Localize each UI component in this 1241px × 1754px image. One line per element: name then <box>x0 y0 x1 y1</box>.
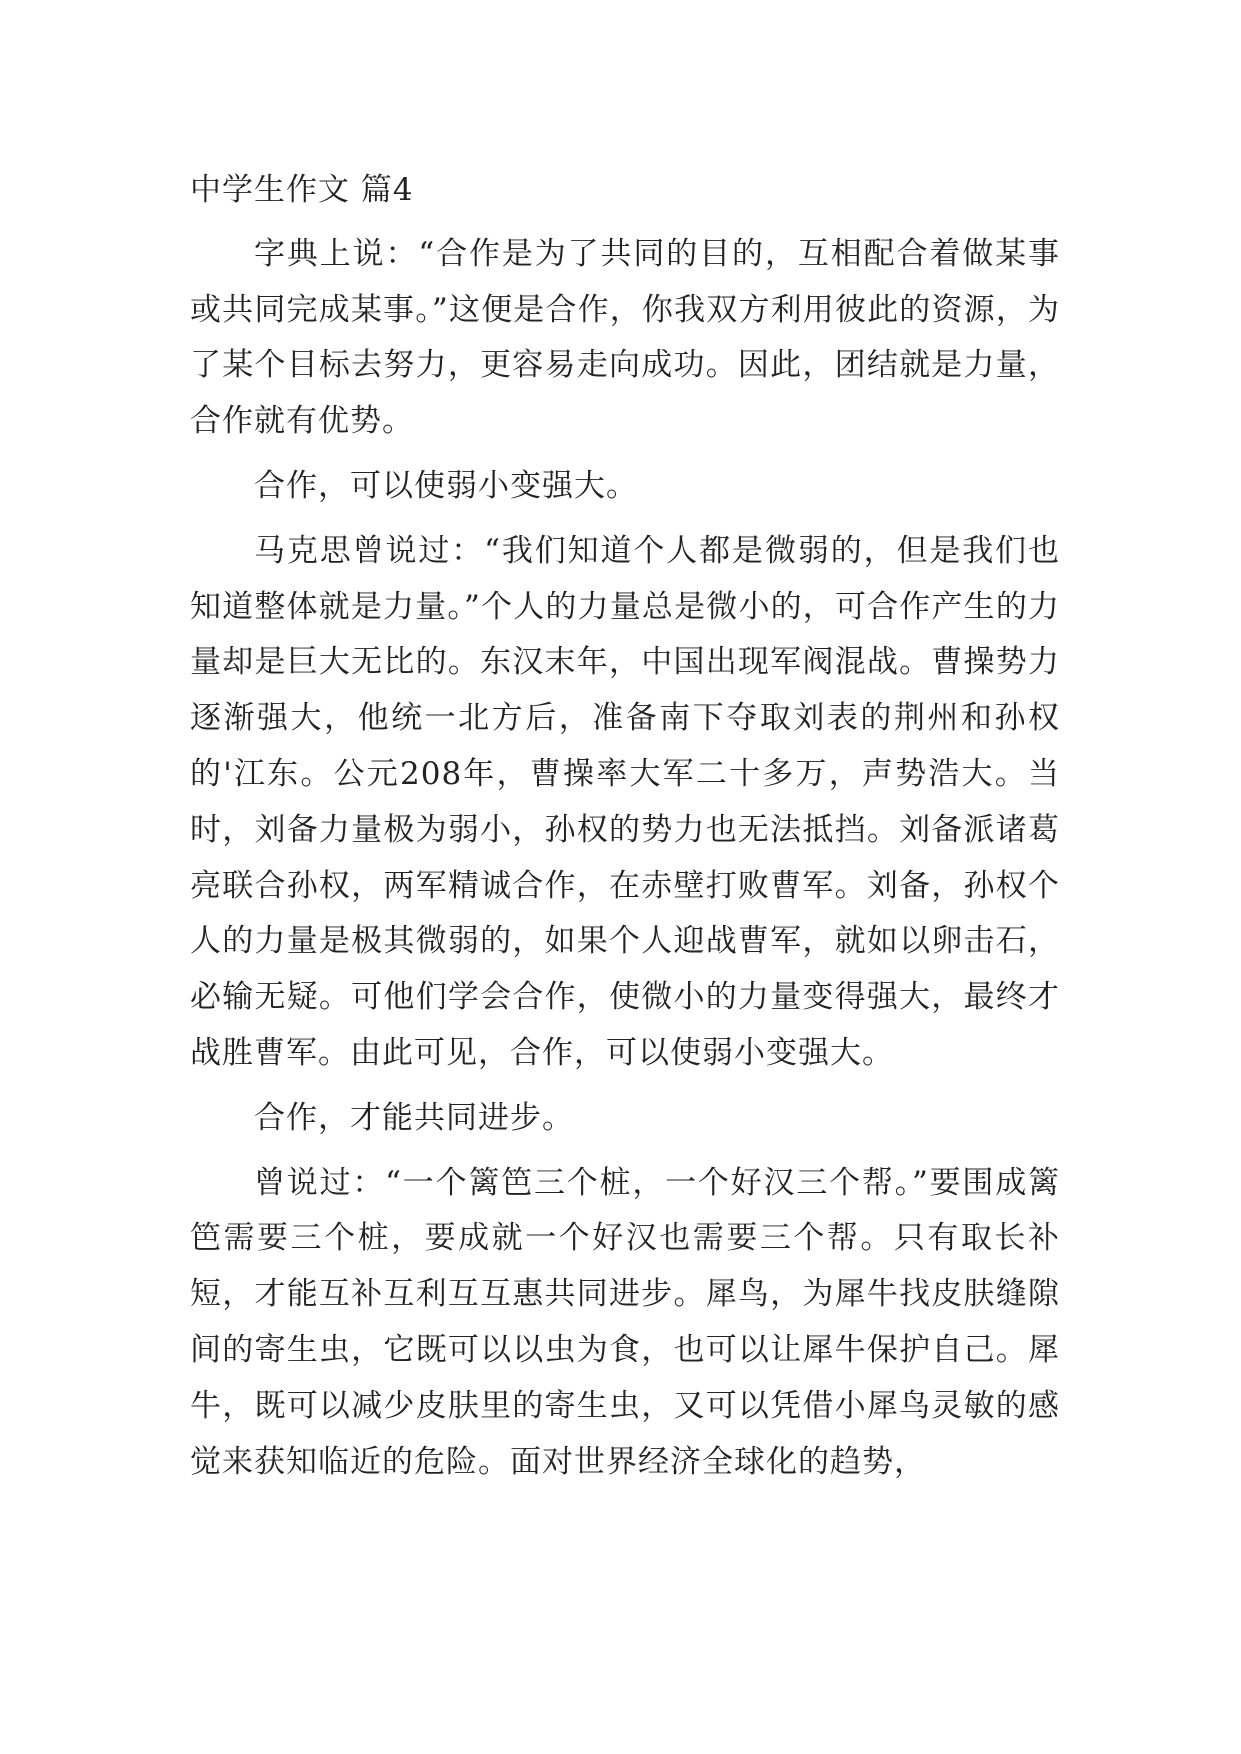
paragraph-heading-1: 合作，可以使弱小变强大。 <box>254 467 638 504</box>
document-body <box>190 163 1060 1499</box>
paragraph-heading-2: 合作，才能共同进步。 <box>254 1099 574 1136</box>
paragraph-body-1: 马克思曾说过：“我们知道个人都是微弱的，但是我们也知道整体就是力量。”个人的力量总是微小的，可合作产生的力量却是巨大无比的。东汉末年，中国出现军阀混战。曹操势力逐渐强大，他统一北方后，准备南下夺取刘表的荆州和孙权的'江东。公元208年，曹操率大军二十多万，声势浩大。当时，刘备力量极为弱小，孙权的势力也无法抵挡。刘备派诸葛亮联合孙权，两军精诚合作，在赤壁打败曹军。刘备，孙权个人的力量是极其微弱的，如果个人迎战曹军，就如以卵击石，必输无疑。可他们学会合作，使微小的力量变得强大，最终才战胜曹军。由此可见，合作，可以使弱小变强大。 <box>190 532 1060 1071</box>
paragraph-intro: 字典上说：“合作是为了共同的目的，互相配合着做某事或共同完成某事。”这便是合作，你我双方利用彼此的资源，为了某个目标去努力，更容易走向成功。因此，团结就是力量，合作就有优势。 <box>190 235 1060 440</box>
paragraph-body-2: 曾说过：“一个篱笆三个桩，一个好汉三个帮。”要围成篱笆需要三个桩，要成就一个好汉也需要三个帮。只有取长补短，才能互补互利互互惠共同进步。犀鸟，为犀牛找皮肤缝隙间的寄生虫，它既可以以虫为食，也可以让犀牛保护自己。犀牛，既可以减少皮肤里的寄生虫，又可以凭借小犀鸟灵敏的感觉来获知临近的危险。面对世界经济全球化的趋势， <box>190 1164 1060 1480</box>
document-title: 中学生作文 篇4 <box>190 172 414 208</box>
